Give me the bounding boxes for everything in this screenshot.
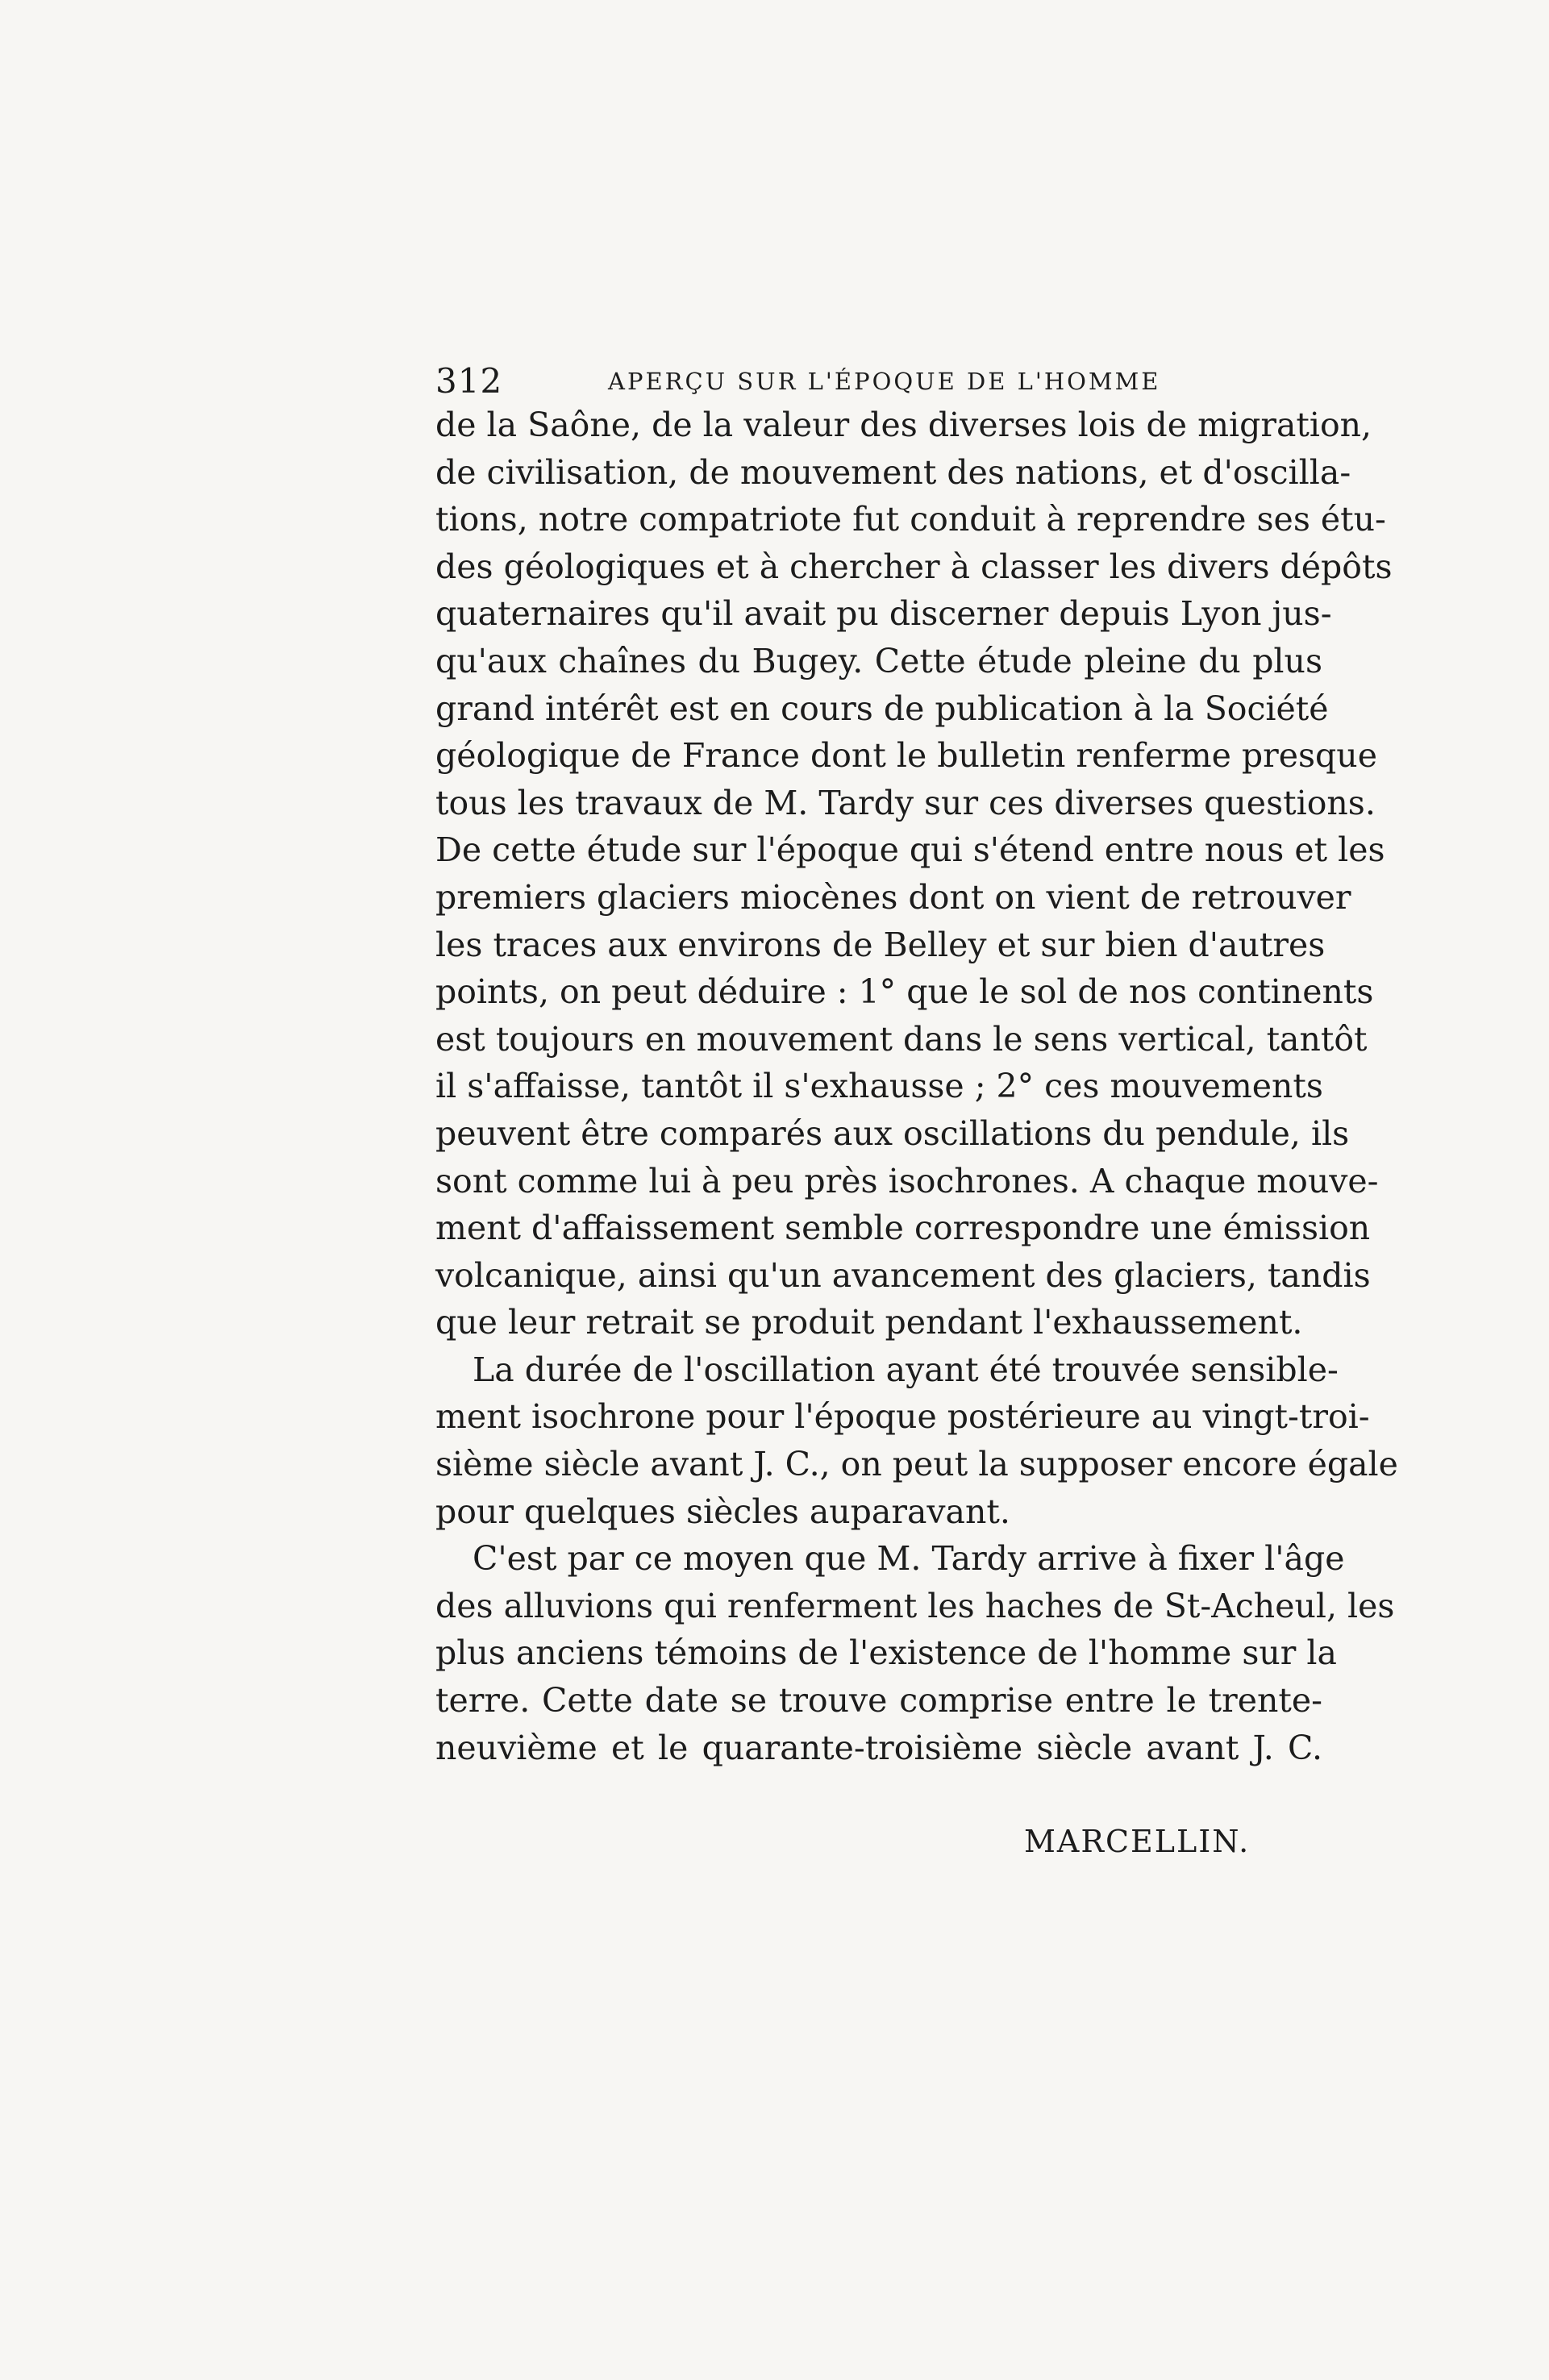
text-line: il s'affaisse, tantôt il s'exhausse ; 2° ces mouvements xyxy=(435,1067,1323,1106)
running-title: APERÇU SUR L'ÉPOQUE DE L'HOMME xyxy=(608,368,1161,395)
text-line: ment isochrone pour l'époque postérieure au vingt-troi- xyxy=(435,1397,1370,1437)
text-line: premiers glaciers miocènes dont on vient de retrouver xyxy=(435,877,1351,917)
text-line: volcanique, ainsi qu'un avancement des glaciers, tandis xyxy=(435,1255,1371,1295)
text-line: les traces aux environs de Belley et sur bien d'autres xyxy=(435,925,1326,964)
text-line: sont comme lui à peu près isochrones. A chaque mouve- xyxy=(435,1161,1379,1200)
page-number: 312 xyxy=(435,361,503,401)
text-line: neuvième et le quarante-troisième siècle avant J. C. xyxy=(435,1728,1322,1767)
text-line: est toujours en mouvement dans le sens vertical, tantôt xyxy=(435,1019,1368,1059)
text-line: de civilisation, de mouvement des nations, et d'oscilla- xyxy=(435,452,1351,492)
body-text xyxy=(435,402,1398,1771)
text-line: sième siècle avant J. C., on peut la supposer encore égale xyxy=(435,1445,1398,1484)
text-line: que leur retrait se produit pendant l'exhaussement. xyxy=(435,1303,1303,1342)
text-line: grand intérêt est en cours de publication à la Société xyxy=(435,689,1329,728)
text-line: terre. Cette date se trouve comprise entre le trente- xyxy=(435,1681,1322,1721)
text-line: C'est par ce moyen que M. Tardy arrive à fixer l'âge xyxy=(473,1539,1345,1579)
text-line: tions, notre compatriote fut conduit à reprendre ses étu- xyxy=(435,500,1386,539)
author-signature: MARCELLIN. xyxy=(1024,1824,1251,1859)
text-line: des géologiques et à chercher à classer les divers dépôts xyxy=(435,547,1393,586)
text-line: pour quelques siècles auparavant. xyxy=(435,1492,1010,1531)
text-line: points, on peut déduire : 1° que le sol de nos continents xyxy=(435,972,1374,1012)
text-line: ment d'affaissement semble correspondre une émission xyxy=(435,1209,1371,1248)
text-line: tous les travaux de M. Tardy sur ces diverses questions. xyxy=(435,783,1376,822)
text-line: peuvent être comparés aux oscillations du pendule, ils xyxy=(435,1113,1350,1153)
text-line: de la Saône, de la valeur des diverses lois de migration, xyxy=(435,406,1372,444)
text-line: De cette étude sur l'époque qui s'étend entre nous et les xyxy=(435,830,1385,870)
text-line: La durée de l'oscillation ayant été trouvée sensible- xyxy=(473,1350,1339,1389)
text-line: des alluvions qui renferment les haches de St-Acheul, les xyxy=(435,1586,1395,1625)
text-line: plus anciens témoins de l'existence de l'homme sur la xyxy=(435,1633,1337,1673)
text-line: géologique de France dont le bulletin renferme presque xyxy=(435,736,1377,776)
text-line: quaternaires qu'il avait pu discerner depuis Lyon jus- xyxy=(435,594,1332,634)
text-line: qu'aux chaînes du Bugey. Cette étude pleine du plus xyxy=(435,641,1322,680)
